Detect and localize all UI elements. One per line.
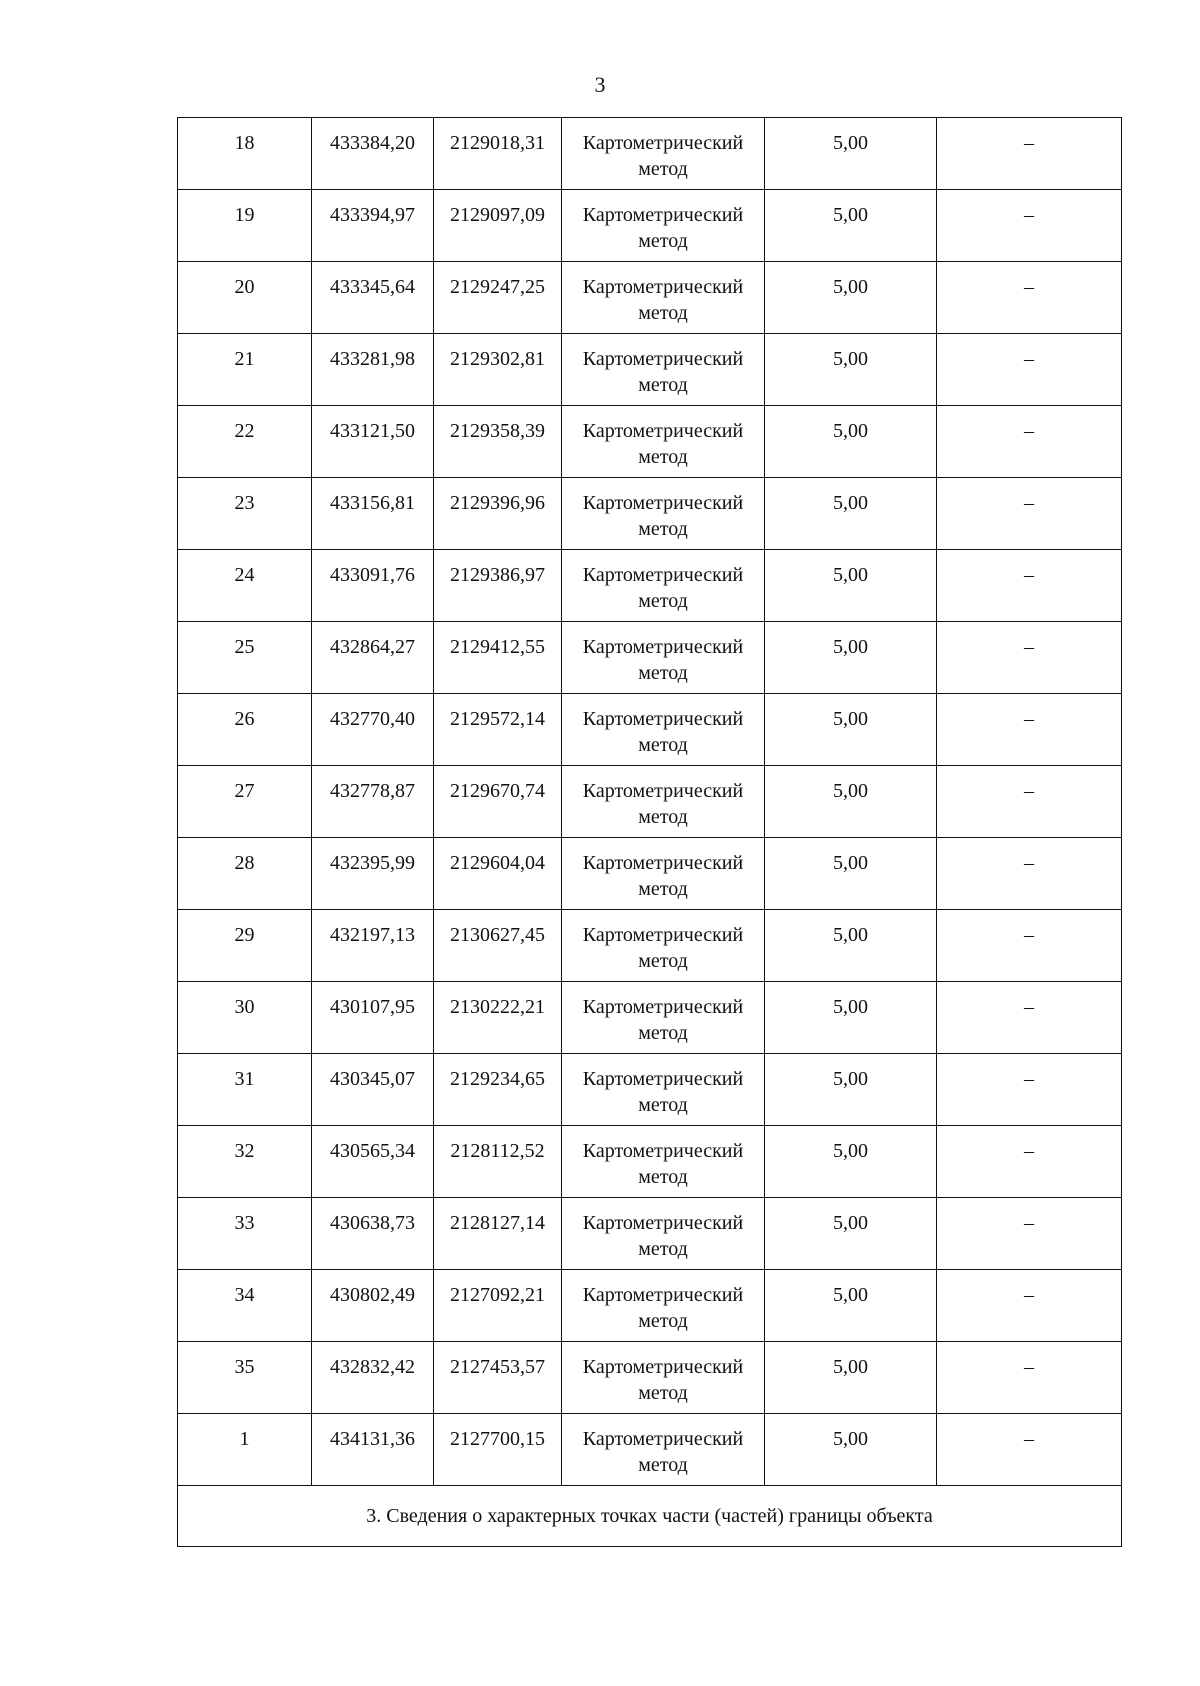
table-row: [178, 622, 1122, 694]
method-cell: Картометрический метод: [562, 334, 765, 406]
method-cell: Картометрический метод: [562, 622, 765, 694]
method-cell: Картометрический метод: [562, 1054, 765, 1126]
method-cell: Картометрический метод: [562, 1270, 765, 1342]
point-number-cell: 26: [178, 694, 312, 766]
x-coordinate-cell: 430345,07: [312, 1054, 434, 1126]
x-coordinate-cell: 432395,99: [312, 838, 434, 910]
point-number-cell: 29: [178, 910, 312, 982]
coordinates-table-body: [178, 118, 1122, 1486]
precision-cell: 5,00: [765, 190, 937, 262]
method-cell: Картометрический метод: [562, 478, 765, 550]
x-coordinate-cell: 432197,13: [312, 910, 434, 982]
y-coordinate-cell: 2129247,25: [434, 262, 562, 334]
table-row: [178, 1342, 1122, 1414]
precision-cell: 5,00: [765, 1342, 937, 1414]
y-coordinate-cell: 2127700,15: [434, 1414, 562, 1486]
point-number-cell: 1: [178, 1414, 312, 1486]
method-cell: Картометрический метод: [562, 838, 765, 910]
table-row: [178, 262, 1122, 334]
note-cell: –: [937, 1054, 1122, 1126]
table-row: [178, 910, 1122, 982]
x-coordinate-cell: 433345,64: [312, 262, 434, 334]
x-coordinate-cell: 433281,98: [312, 334, 434, 406]
method-cell: Картометрический метод: [562, 910, 765, 982]
x-coordinate-cell: 432778,87: [312, 766, 434, 838]
table-row: [178, 982, 1122, 1054]
point-number-cell: 23: [178, 478, 312, 550]
x-coordinate-cell: 430565,34: [312, 1126, 434, 1198]
x-coordinate-cell: 433384,20: [312, 118, 434, 190]
precision-cell: 5,00: [765, 550, 937, 622]
note-cell: –: [937, 190, 1122, 262]
page-number: 3: [594, 72, 606, 97]
precision-cell: 5,00: [765, 118, 937, 190]
point-number-cell: 32: [178, 1126, 312, 1198]
table-row: [178, 190, 1122, 262]
point-number-cell: 35: [178, 1342, 312, 1414]
note-cell: –: [937, 1342, 1122, 1414]
y-coordinate-cell: 2130627,45: [434, 910, 562, 982]
note-cell: –: [937, 550, 1122, 622]
note-cell: –: [937, 1198, 1122, 1270]
x-coordinate-cell: 430802,49: [312, 1270, 434, 1342]
note-cell: –: [937, 766, 1122, 838]
table-row: [178, 1126, 1122, 1198]
precision-cell: 5,00: [765, 910, 937, 982]
y-coordinate-cell: 2129412,55: [434, 622, 562, 694]
table-row: [178, 1198, 1122, 1270]
note-cell: –: [937, 406, 1122, 478]
point-number-cell: 25: [178, 622, 312, 694]
table-row: [178, 1270, 1122, 1342]
note-cell: –: [937, 478, 1122, 550]
precision-cell: 5,00: [765, 982, 937, 1054]
point-number-cell: 20: [178, 262, 312, 334]
y-coordinate-cell: 2129396,96: [434, 478, 562, 550]
note-cell: –: [937, 694, 1122, 766]
point-number-cell: 22: [178, 406, 312, 478]
point-number-cell: 30: [178, 982, 312, 1054]
table-row: [178, 334, 1122, 406]
precision-cell: 5,00: [765, 478, 937, 550]
method-cell: Картометрический метод: [562, 982, 765, 1054]
y-coordinate-cell: 2129358,39: [434, 406, 562, 478]
note-cell: –: [937, 334, 1122, 406]
x-coordinate-cell: 433394,97: [312, 190, 434, 262]
precision-cell: 5,00: [765, 766, 937, 838]
method-cell: Картометрический метод: [562, 406, 765, 478]
point-number-cell: 34: [178, 1270, 312, 1342]
x-coordinate-cell: 432832,42: [312, 1342, 434, 1414]
table-row: [178, 766, 1122, 838]
precision-cell: 5,00: [765, 406, 937, 478]
x-coordinate-cell: 430107,95: [312, 982, 434, 1054]
table-row: [178, 118, 1122, 190]
x-coordinate-cell: 430638,73: [312, 1198, 434, 1270]
table-row: [178, 406, 1122, 478]
table-row: [178, 1414, 1122, 1486]
y-coordinate-cell: 2130222,21: [434, 982, 562, 1054]
precision-cell: 5,00: [765, 838, 937, 910]
precision-cell: 5,00: [765, 1054, 937, 1126]
y-coordinate-cell: 2129234,65: [434, 1054, 562, 1126]
method-cell: Картометрический метод: [562, 1198, 765, 1270]
y-coordinate-cell: 2129670,74: [434, 766, 562, 838]
method-cell: Картометрический метод: [562, 550, 765, 622]
note-cell: –: [937, 262, 1122, 334]
y-coordinate-cell: 2128112,52: [434, 1126, 562, 1198]
point-number-cell: 33: [178, 1198, 312, 1270]
note-cell: –: [937, 982, 1122, 1054]
note-cell: –: [937, 838, 1122, 910]
section-title: 3. Сведения о характерных точках части (частей) границы объекта: [178, 1486, 1122, 1547]
note-cell: –: [937, 1270, 1122, 1342]
note-cell: –: [937, 1126, 1122, 1198]
note-cell: –: [937, 118, 1122, 190]
note-cell: –: [937, 910, 1122, 982]
table-row: [178, 694, 1122, 766]
precision-cell: 5,00: [765, 1126, 937, 1198]
coordinates-table: [177, 117, 1122, 1547]
method-cell: Картометрический метод: [562, 1414, 765, 1486]
method-cell: Картометрический метод: [562, 190, 765, 262]
point-number-cell: 27: [178, 766, 312, 838]
precision-cell: 5,00: [765, 622, 937, 694]
precision-cell: 5,00: [765, 1198, 937, 1270]
precision-cell: 5,00: [765, 262, 937, 334]
note-cell: –: [937, 622, 1122, 694]
table-row: [178, 838, 1122, 910]
note-cell: –: [937, 1414, 1122, 1486]
x-coordinate-cell: 434131,36: [312, 1414, 434, 1486]
table-row: [178, 550, 1122, 622]
point-number-cell: 18: [178, 118, 312, 190]
x-coordinate-cell: 432770,40: [312, 694, 434, 766]
table-row: [178, 478, 1122, 550]
y-coordinate-cell: 2129302,81: [434, 334, 562, 406]
precision-cell: 5,00: [765, 1414, 937, 1486]
precision-cell: 5,00: [765, 334, 937, 406]
x-coordinate-cell: 433121,50: [312, 406, 434, 478]
method-cell: Картометрический метод: [562, 118, 765, 190]
y-coordinate-cell: 2129018,31: [434, 118, 562, 190]
y-coordinate-cell: 2129097,09: [434, 190, 562, 262]
method-cell: Картометрический метод: [562, 694, 765, 766]
method-cell: Картометрический метод: [562, 262, 765, 334]
x-coordinate-cell: 433156,81: [312, 478, 434, 550]
table-row: [178, 1054, 1122, 1126]
x-coordinate-cell: 432864,27: [312, 622, 434, 694]
point-number-cell: 21: [178, 334, 312, 406]
method-cell: Картометрический метод: [562, 1126, 765, 1198]
precision-cell: 5,00: [765, 694, 937, 766]
point-number-cell: 24: [178, 550, 312, 622]
method-cell: Картометрический метод: [562, 766, 765, 838]
y-coordinate-cell: 2129572,14: [434, 694, 562, 766]
method-cell: Картометрический метод: [562, 1342, 765, 1414]
x-coordinate-cell: 433091,76: [312, 550, 434, 622]
y-coordinate-cell: 2129604,04: [434, 838, 562, 910]
y-coordinate-cell: 2127453,57: [434, 1342, 562, 1414]
precision-cell: 5,00: [765, 1270, 937, 1342]
y-coordinate-cell: 2129386,97: [434, 550, 562, 622]
y-coordinate-cell: 2127092,21: [434, 1270, 562, 1342]
point-number-cell: 31: [178, 1054, 312, 1126]
section-title-row: [178, 1486, 1122, 1547]
y-coordinate-cell: 2128127,14: [434, 1198, 562, 1270]
point-number-cell: 19: [178, 190, 312, 262]
point-number-cell: 28: [178, 838, 312, 910]
